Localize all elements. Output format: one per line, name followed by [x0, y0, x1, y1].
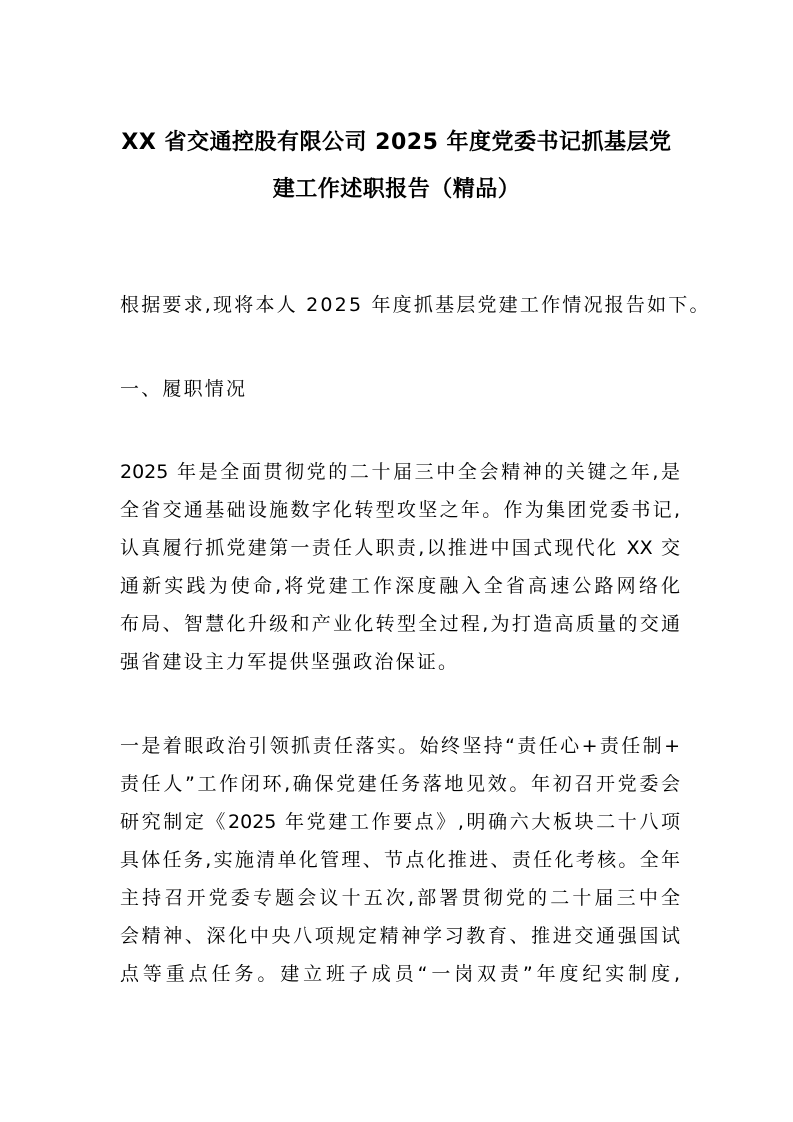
intro-paragraph: 根据要求,现将本人 2025 年度抓基层党建工作情况报告如下。: [120, 294, 711, 316]
paragraph-2-line: 一是着眼政治引领抓责任落实。始终坚持“责任心+责任制+: [120, 735, 680, 757]
paragraph-1-line: 通新实践为使命,将党建工作深度融入全省高速公路网络化: [120, 575, 680, 597]
section-heading: 一、履职情况: [120, 378, 248, 400]
paragraph-2-line: 会精神、深化中央八项规定精神学习教育、推进交通强国试: [120, 925, 680, 947]
paragraph-1-line: 认真履行抓党建第一责任人职责,以推进中国式现代化 XX 交: [120, 537, 680, 559]
paragraph-2-line: 点等重点任务。建立班子成员“一岗双责”年度纪实制度,: [120, 963, 680, 985]
paragraph-2-line: 主持召开党委专题会议十五次,部署贯彻党的二十届三中全: [120, 887, 680, 909]
document-title-line-1: XX 省交通控股有限公司 2025 年度党委书记抓基层党: [121, 130, 672, 155]
paragraph-1-line: 布局、智慧化升级和产业化转型全过程,为打造高质量的交通: [120, 613, 680, 635]
paragraph-2-line: 具体任务,实施清单化管理、节点化推进、责任化考核。全年: [120, 849, 680, 871]
paragraph-1-line: 强省建设主力军提供坚强政治保证。: [120, 651, 460, 673]
document-title-line-2: 建工作述职报告（精品）: [272, 177, 521, 202]
paragraph-2-line: 研究制定《2025 年党建工作要点》,明确六大板块二十八项: [120, 811, 680, 833]
paragraph-1-line: 全省交通基础设施数字化转型攻坚之年。作为集团党委书记,: [120, 499, 680, 521]
paragraph-2-line: 责任人”工作闭环,确保党建任务落地见效。年初召开党委会: [120, 773, 680, 795]
paragraph-1-line: 2025 年是全面贯彻党的二十届三中全会精神的关键之年,是: [120, 461, 680, 483]
